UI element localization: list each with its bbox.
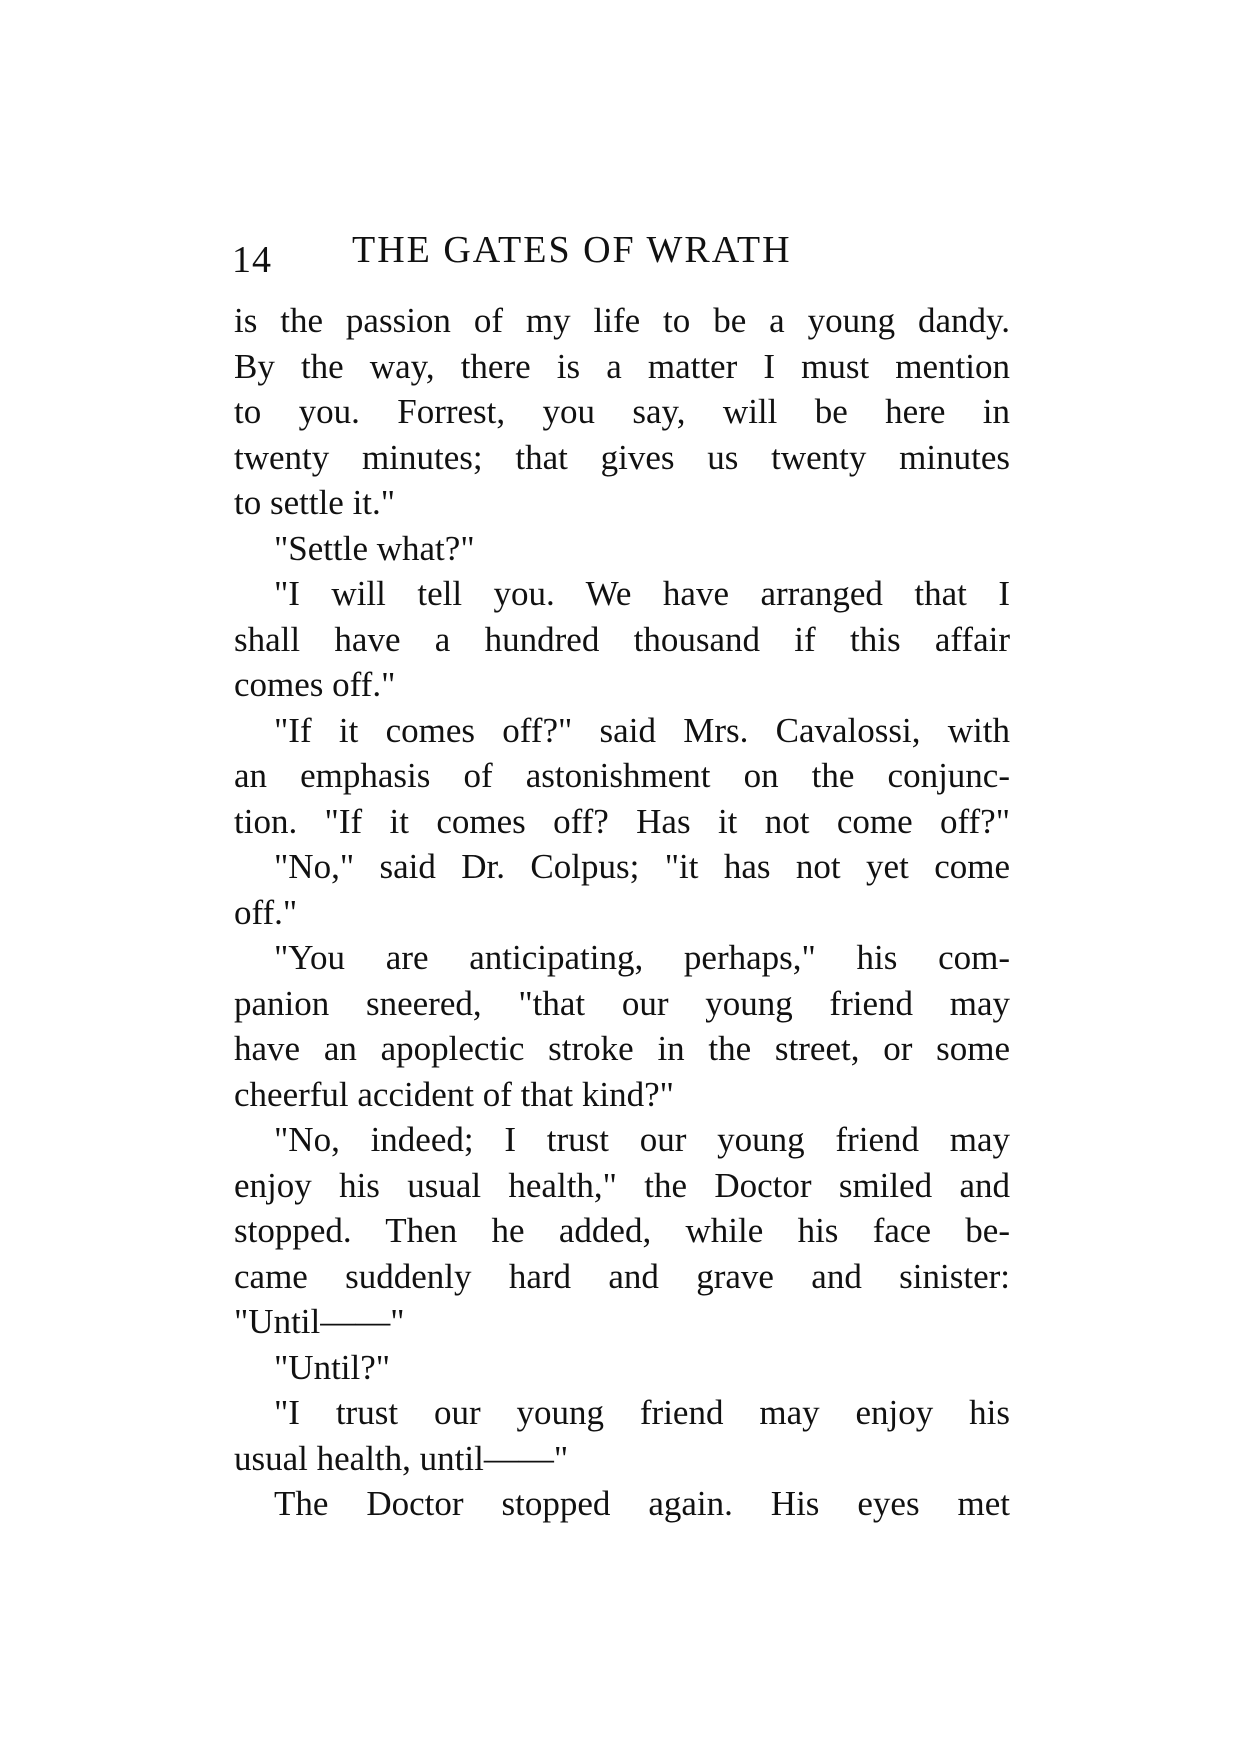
text-line: "If it comes off?" said Mrs. Cavalossi, with [274,710,1010,750]
running-header [232,228,1012,281]
text-line: "No, indeed; I trust our young friend may [274,1120,1010,1159]
text-line: "Until——" [234,1302,405,1341]
text-line: an emphasis of astonishment on the conjunc- [234,756,1010,795]
text-line: is the passion of my life to be a young dandy. [234,301,1010,340]
text-line: "No," said Dr. Colpus; "it has not yet come [274,847,1010,886]
text-line: tion. "If it comes off? Has it not come off?" [234,801,1010,841]
page-number: 14 [232,239,272,281]
text-line: came suddenly hard and grave and sinister: [234,1256,1010,1296]
text-line: shall have a hundred thousand if this affair [234,619,1010,659]
text-line: By the way, there is a matter I must mention [234,346,1010,386]
text-line: "I will tell you. We have arranged that I [274,574,1010,613]
running-title: THE GATES OF WRATH [352,229,792,271]
text-line: "You are anticipating, perhaps," his com- [274,938,1010,977]
text-line: comes off." [234,665,396,704]
text-line: "Until?" [274,1347,391,1387]
text-line: "I trust our young friend may enjoy his [274,1393,1010,1432]
text-line: twenty minutes; that gives us twenty minutes [234,437,1010,477]
text-line: to you. Forrest, you say, will be here in [234,392,1010,431]
body-text [234,298,1010,1527]
text-line: have an apoplectic stroke in the street, or some [234,1029,1010,1068]
text-line: enjoy his usual health," the Doctor smiled and [234,1165,1010,1205]
text-line: to settle it." [234,483,396,522]
text-line: stopped. Then he added, while his face be- [234,1211,1010,1250]
text-line: usual health, until——" [234,1438,569,1478]
text-line: panion sneered, "that our young friend may [234,983,1010,1023]
text-line: "Settle what?" [274,528,475,568]
text-line: cheerful accident of that kind?" [234,1074,674,1114]
text-line: The Doctor stopped again. His eyes met [274,1484,1010,1523]
text-line: off." [234,892,298,932]
